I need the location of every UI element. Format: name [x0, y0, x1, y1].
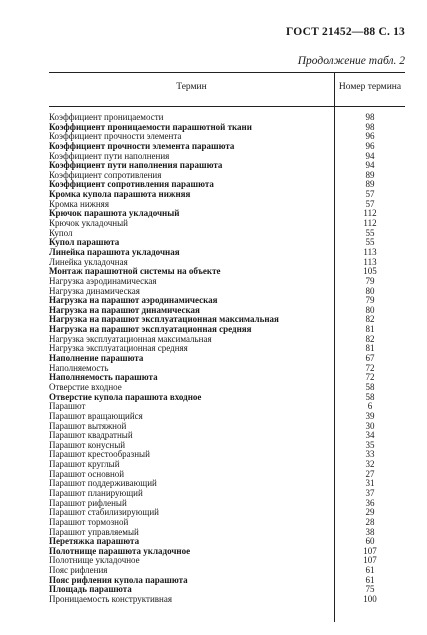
term-cell: Нагрузка динамическая — [49, 286, 140, 296]
table-row — [49, 209, 405, 219]
table-row — [49, 267, 405, 277]
table-row — [49, 402, 405, 412]
term-number-cell: 57 — [365, 198, 375, 209]
term-number-cell: 107 — [363, 545, 377, 556]
term-number-cell: 35 — [365, 439, 375, 450]
term-cell: Парашют квадратный — [49, 431, 133, 441]
term-cell: Отверстие входное — [49, 382, 122, 392]
table-row — [49, 422, 405, 432]
term-cell: Нагрузка эксплуатационная средняя — [49, 344, 188, 354]
table-row — [49, 383, 405, 393]
term-number-cell: 112 — [363, 218, 377, 229]
term-number-cell: 58 — [365, 391, 375, 402]
table-row — [49, 585, 405, 595]
table-row — [49, 344, 405, 354]
table-row — [49, 576, 405, 586]
term-cell: Парашют — [49, 402, 86, 412]
term-number-cell: 55 — [365, 237, 375, 248]
term-cell: Кромка нижняя — [49, 199, 109, 209]
term-cell: Крючок укладочный — [49, 219, 128, 229]
term-cell: Парашют крестообразный — [49, 450, 150, 460]
term-cell: Парашют рифленый — [49, 498, 127, 508]
term-cell: Коэффициент прочности элемента парашюта — [49, 141, 235, 151]
table-row — [49, 171, 405, 181]
term-cell: Парашют управляемый — [49, 527, 139, 537]
term-cell: Коэффициент проницаемости парашютной ткани — [49, 122, 252, 132]
table-row — [49, 161, 405, 171]
term-number-cell: 31 — [365, 478, 375, 489]
term-number-cell: 96 — [365, 140, 375, 151]
table-row — [49, 229, 405, 239]
term-number-cell: 98 — [365, 112, 375, 122]
term-cell: Перетяжка парашюта — [49, 537, 140, 547]
term-number-cell: 55 — [365, 227, 375, 238]
term-number-cell: 58 — [365, 381, 375, 392]
term-cell: Парашют основной — [49, 469, 125, 479]
term-cell: Нагрузка аэродинамическая — [49, 276, 157, 286]
term-number-cell: 79 — [365, 275, 375, 286]
table-row — [49, 354, 405, 364]
term-number-cell: 80 — [365, 304, 375, 315]
term-cell: Купол — [49, 228, 73, 238]
term-number-cell: 60 — [365, 536, 375, 547]
table-row — [49, 489, 405, 499]
table-row — [49, 248, 405, 258]
term-cell: Нагрузка на парашют эксплуатационная средняя — [49, 325, 252, 335]
term-cell: Коэффициент прочности элемента — [49, 132, 182, 142]
term-number-cell: 29 — [365, 507, 375, 518]
table-row — [49, 450, 405, 460]
table-row — [49, 335, 405, 345]
table-row — [49, 123, 405, 133]
term-cell: Крючок парашюта укладочный — [49, 209, 180, 219]
term-cell: Купол парашюта — [49, 238, 120, 248]
table-row — [49, 180, 405, 190]
column-header-number: Номер термина — [338, 82, 402, 92]
page-header: ГОСТ 21452—88 С. 13 — [286, 26, 405, 38]
table-row — [49, 595, 405, 605]
term-cell: Полотнище укладочное — [49, 556, 140, 566]
term-cell: Коэффициент сопротивления парашюта — [49, 180, 214, 190]
term-number-cell: 6 — [367, 401, 373, 412]
table-row — [49, 315, 405, 325]
term-cell: Парашют вытяжной — [49, 421, 127, 431]
term-number-cell: 33 — [365, 449, 375, 460]
table-row — [49, 219, 405, 229]
term-number-cell: 82 — [365, 314, 375, 325]
table-row — [49, 373, 405, 383]
term-cell: Проницаемость конструктивная — [49, 595, 172, 605]
table-row — [49, 258, 405, 268]
table-row — [49, 547, 405, 557]
term-cell: Пояс рифления — [49, 566, 108, 576]
term-number-cell: 61 — [365, 565, 375, 576]
table-row — [49, 528, 405, 538]
term-cell: Парашют стабилизирующий — [49, 508, 159, 518]
term-number-cell: 113 — [363, 256, 377, 267]
table-row — [49, 479, 405, 489]
table-top-rule — [49, 72, 405, 73]
term-number-cell: 113 — [363, 246, 377, 257]
table-header-rule — [49, 106, 405, 107]
term-number-cell: 67 — [365, 353, 375, 364]
term-number-cell: 37 — [365, 487, 375, 498]
term-number-cell: 89 — [365, 179, 375, 190]
term-number-cell: 36 — [365, 497, 375, 508]
term-number-cell: 94 — [365, 150, 375, 161]
term-cell: Полотнище парашюта укладочное — [49, 546, 191, 556]
table-row — [49, 113, 405, 123]
table-row — [49, 508, 405, 518]
table-row — [49, 296, 405, 306]
term-cell: Нагрузка на парашют аэродинамическая — [49, 296, 218, 306]
table-row — [49, 277, 405, 287]
term-cell: Нагрузка эксплуатационная максимальная — [49, 334, 212, 344]
term-number-cell: 30 — [365, 420, 375, 431]
term-number-cell: 75 — [365, 584, 375, 595]
table-row — [49, 441, 405, 451]
term-number-cell: 105 — [363, 266, 377, 277]
table-row — [49, 190, 405, 200]
term-number-cell: 72 — [365, 362, 375, 373]
term-number-cell: 94 — [365, 160, 375, 171]
term-number-cell: 38 — [365, 526, 375, 537]
term-cell: Коэффициент пути наполнения парашюта — [49, 161, 223, 171]
term-cell: Монтаж парашютной системы на объекте — [49, 267, 221, 277]
term-number-cell: 79 — [365, 295, 375, 306]
term-cell: Коэффициент сопротивления — [49, 170, 162, 180]
term-cell: Отверстие купола парашюта входное — [49, 392, 202, 402]
table-row — [49, 325, 405, 335]
table-row — [49, 132, 405, 142]
term-cell: Нагрузка на парашют эксплуатационная максимальная — [49, 315, 279, 325]
table-row — [49, 518, 405, 528]
table-row — [49, 238, 405, 248]
table-row — [49, 537, 405, 547]
table-continuation-caption: Продолжение табл. 2 — [297, 55, 405, 67]
term-number-cell: 96 — [365, 131, 375, 142]
table-body — [49, 113, 405, 605]
term-number-cell: 32 — [365, 459, 375, 470]
table-row — [49, 412, 405, 422]
term-cell: Кромка купола парашюта нижняя — [49, 190, 191, 200]
term-number-cell: 57 — [365, 189, 375, 200]
term-number-cell: 82 — [365, 333, 375, 344]
term-number-cell: 81 — [365, 343, 375, 354]
term-cell: Парашют конусный — [49, 440, 126, 450]
term-cell: Нагрузка на парашют динамическая — [49, 305, 200, 315]
term-cell: Наполняемость — [49, 363, 109, 373]
term-cell: Линейка укладочная — [49, 257, 128, 267]
term-number-cell: 89 — [365, 169, 375, 180]
table-row — [49, 287, 405, 297]
table-row — [49, 499, 405, 509]
term-number-cell: 72 — [365, 372, 375, 383]
term-number-cell: 112 — [363, 208, 377, 219]
table-row — [49, 393, 405, 403]
term-cell: Наполняемость парашюта — [49, 373, 158, 383]
term-cell: Коэффициент пути наполнения — [49, 151, 170, 161]
table-row — [49, 306, 405, 316]
term-cell: Парашют вращающийся — [49, 411, 143, 421]
table-row — [49, 556, 405, 566]
column-header-term: Термин — [176, 82, 207, 92]
table-row — [49, 142, 405, 152]
term-number-cell: 34 — [365, 430, 375, 441]
term-cell: Пояс рифления купола парашюта — [49, 575, 188, 585]
table-row — [49, 364, 405, 374]
term-number-cell: 61 — [365, 574, 375, 585]
term-number-cell: 81 — [365, 324, 375, 335]
table-row — [49, 431, 405, 441]
table-row — [49, 470, 405, 480]
table-row — [49, 460, 405, 470]
term-cell: Наполнение парашюта — [49, 354, 144, 364]
term-cell: Парашют круглый — [49, 460, 120, 470]
term-cell: Площадь парашюта — [49, 585, 132, 595]
term-number-cell: 100 — [363, 594, 377, 605]
term-number-cell: 39 — [365, 410, 375, 421]
term-cell: Парашют поддерживающий — [49, 479, 157, 489]
term-cell: Линейка парашюта укладочная — [49, 247, 180, 257]
term-number-cell: 28 — [365, 516, 375, 527]
term-number-cell: 98 — [365, 121, 375, 132]
table-row — [49, 566, 405, 576]
term-cell: Парашют тормозной — [49, 517, 129, 527]
term-cell: Парашют планирующий — [49, 488, 143, 498]
term-number-cell: 80 — [365, 285, 375, 296]
table-row — [49, 200, 405, 210]
term-number-cell: 107 — [363, 555, 377, 566]
term-cell: Коэффициент проницаемости — [49, 113, 164, 122]
term-number-cell: 27 — [365, 468, 375, 479]
table-row — [49, 152, 405, 162]
